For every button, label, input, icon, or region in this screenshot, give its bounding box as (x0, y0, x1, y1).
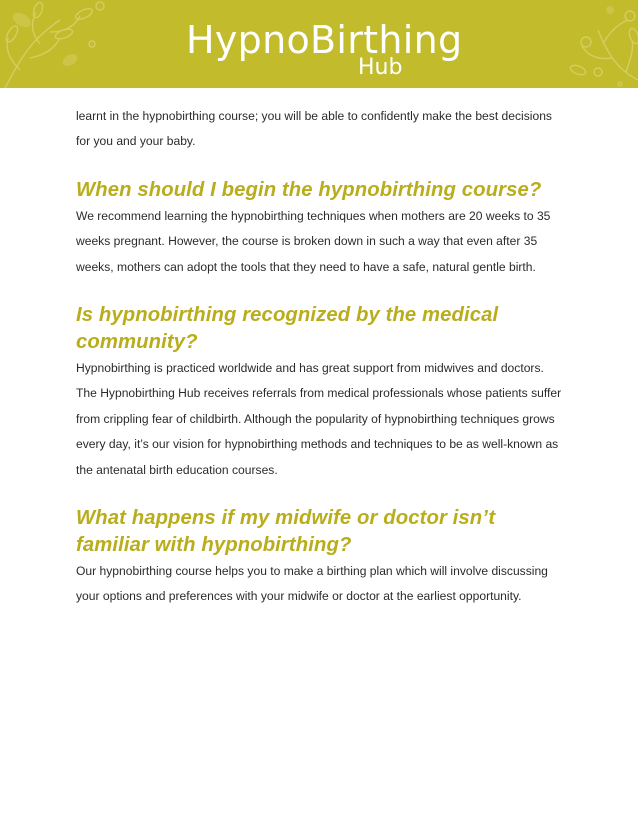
faq-answer-2: Hypnobirthing is practiced worldwide and has great support from midwives and doctors. The Hypnobirthing Hub receives referrals from medical professionals whose patients suffer from crippling fear of childbirth. Although the popularity of hypnobirthing techniques grows every day, it’s our vision for hypnobirthing methods and techniques to be as well-known as the antenatal birth education courses. (76, 361, 562, 477)
faq-answer-1: We recommend learning the hypnobirthing techniques when mothers are 20 weeks to 35 weeks pregnant. However, the course is broken down in such a way that even after 35 weeks, mothers can adopt the tools that they need to have a safe, natural gentle birth. (76, 208, 551, 274)
intro-paragraph: learnt in the hypnobirthing course; you will be able to confidently make the best decisions for you and your baby. (76, 109, 552, 149)
faq-question-2: Is hypnobirthing recognized by the medical community? (76, 304, 499, 354)
floral-ornament-left-icon (0, 0, 120, 88)
brand-logo (186, 18, 463, 80)
brand-name: HypnoBirthing (186, 18, 463, 62)
brand-subtitle: Hub (358, 55, 403, 80)
article-body (76, 104, 566, 610)
faq-answer-3: Our hypnobirthing course helps you to make a birthing plan which will involve discussing your options and preferences with your midwife or doctor at the earliest opportunity. (76, 564, 548, 604)
header-banner (0, 0, 638, 88)
faq-question-3: What happens if my midwife or doctor isn’t familiar with hypnobirthing? (76, 507, 496, 557)
floral-ornament-right-icon (538, 0, 638, 88)
faq-question-1: When should I begin the hypnobirthing course? (76, 178, 542, 201)
